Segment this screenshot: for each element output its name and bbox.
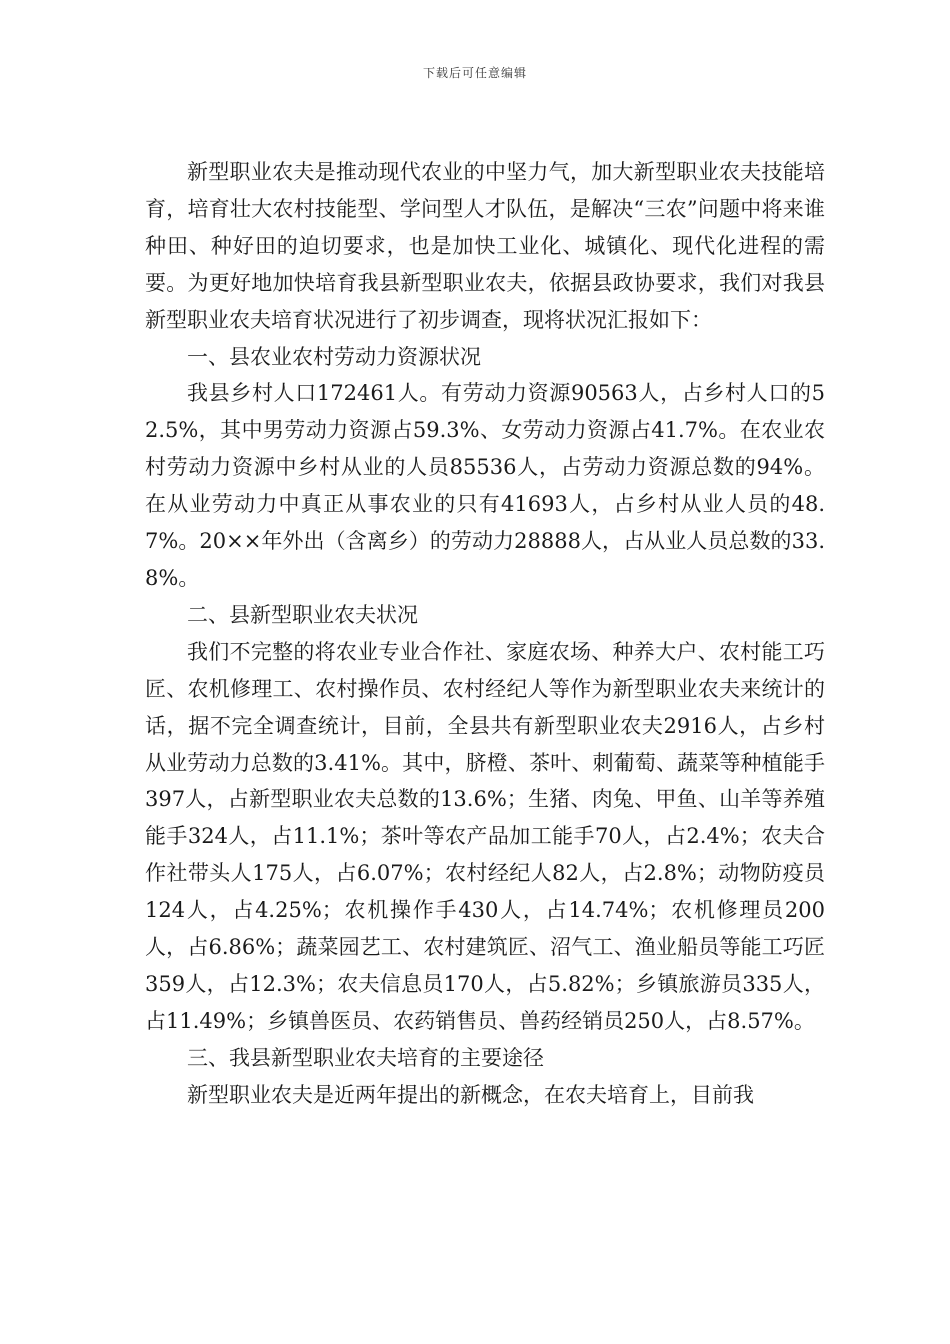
document-body — [145, 154, 825, 1114]
section-2-heading: 二、县新型职业农夫状况 — [187, 602, 418, 627]
section-1-paragraph: 我县乡村人口172461人。有劳动力资源90563人，占乡村人口的52.5%，其中男劳动力资源占59.3%、女劳动力资源占41.7%。在农业农村劳动力资源中乡村从业的人员85536人，占劳动力资源总数的94%。在从业劳动力中真正从事农业的只有41693人，占乡村从业人员的48.7%。20××年外出（含离乡）的劳动力28888人，占从业人员总数的33.8%。 — [145, 381, 825, 590]
section-1-heading: 一、县农业农村劳动力资源状况 — [187, 344, 481, 369]
section-3-heading: 三、我县新型职业农夫培育的主要途径 — [187, 1045, 544, 1070]
page-header-note: 下载后可任意编辑 — [422, 66, 527, 80]
section-3-paragraph: 新型职业农夫是近两年提出的新概念，在农夫培育上，目前我 — [187, 1082, 754, 1107]
intro-paragraph: 新型职业农夫是推动现代农业的中坚力气，加大新型职业农夫技能培育，培育壮大农村技能型、学问型人才队伍，是解决“三农”问题中将来谁种田、种好田的迫切要求，也是加快工业化、城镇化、现代化进程的需要。为更好地加快培育我县新型职业农夫，依据县政协要求，我们对我县新型职业农夫培育状况进行了初步调查，现将状况汇报如下： — [145, 160, 825, 332]
section-2-paragraph: 我们不完整的将农业专业合作社、家庭农场、种养大户、农村能工巧匠、农机修理工、农村操作员、农村经纪人等作为新型职业农夫来统计的话，据不完全调查统计，目前，全县共有新型职业农夫2916人，占乡村从业劳动力总数的3.41%。其中，脐橙、茶叶、刺葡萄、蔬菜等种植能手397人，占新型职业农夫总数的13.6%；生猪、肉兔、甲鱼、山羊等养殖能手324人，占11.1%；茶叶等农产品加工能手70人，占2.4%；农夫合作社带头人175人，占6.07%；农村经纪人82人，占2.8%；动物防疫员124人，占4.25%；农机操作手430人，占14.74%；农机修理员200人，占6.86%；蔬菜园艺工、农村建筑匠、沼气工、渔业船员等能工巧匠359人，占12.3%；农夫信息员170人，占5.82%；乡镇旅游员335人，占11.49%；乡镇兽医员、农药销售员、兽药经销员250人，占8.57%。 — [145, 639, 825, 1033]
